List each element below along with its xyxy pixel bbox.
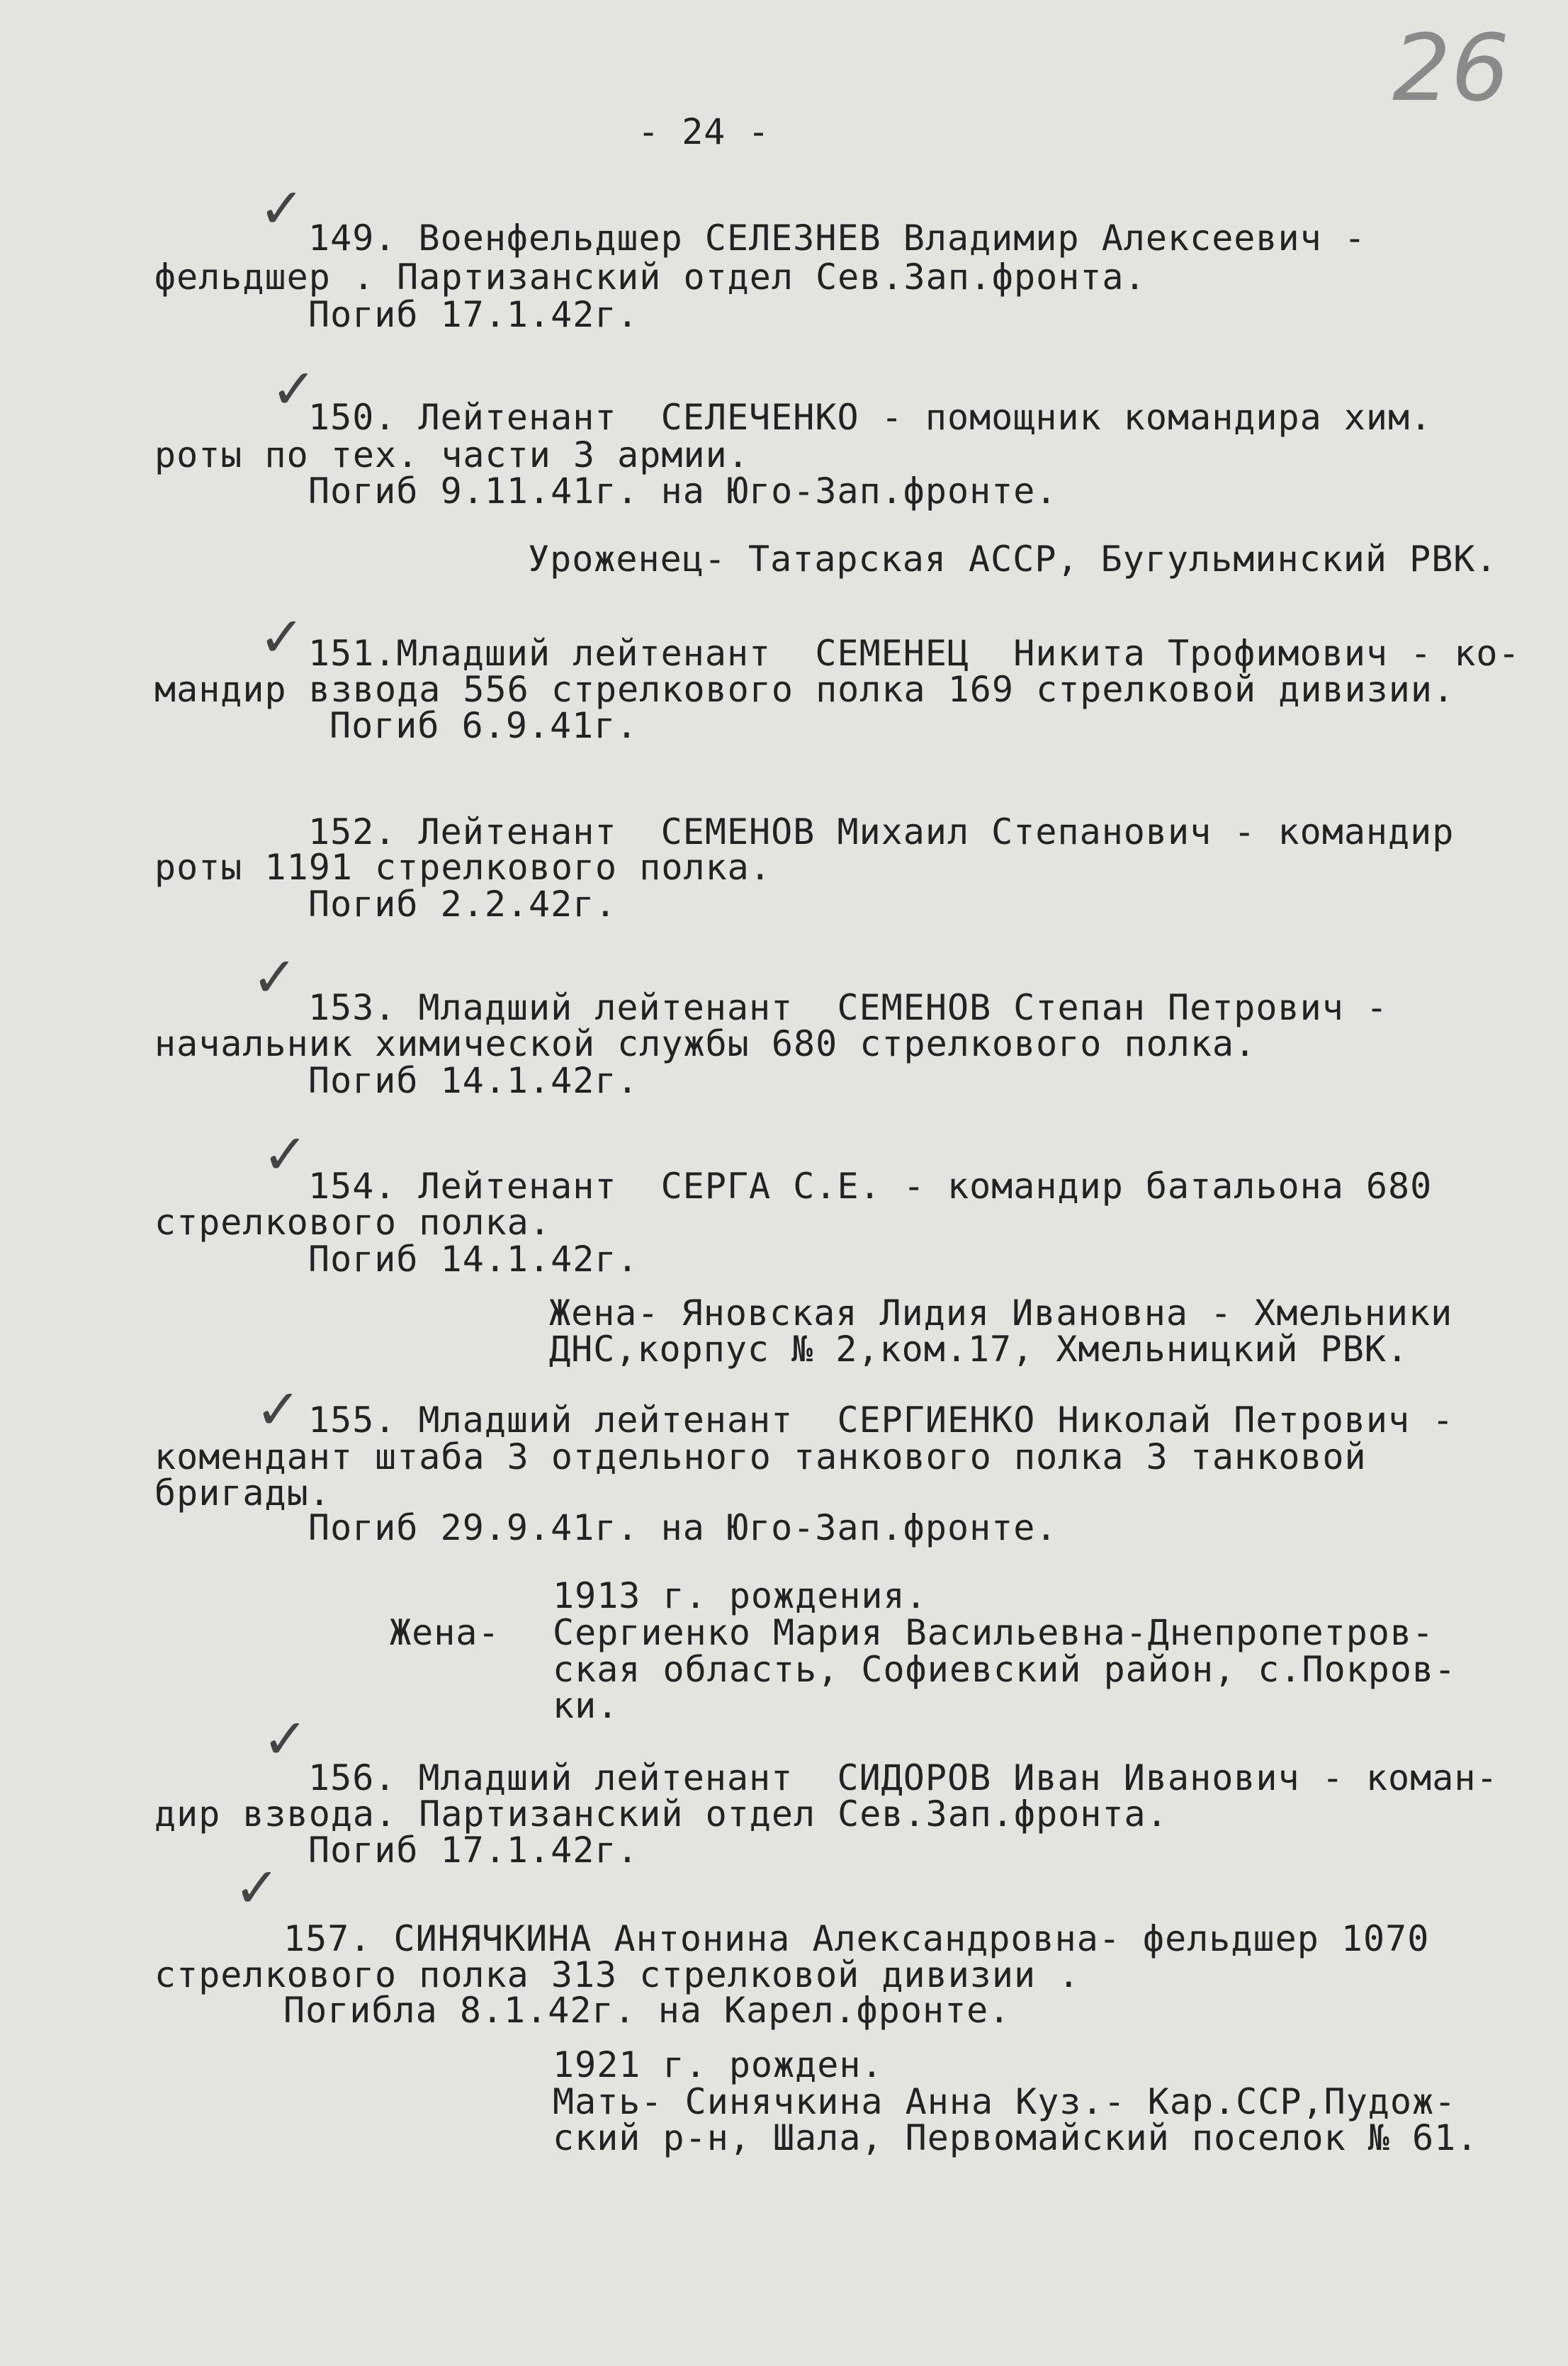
entry-157-line-3: Погибла 8.1.42г. на Карел.фронте.	[283, 1990, 1011, 2031]
check-mark-icon: ✓	[262, 1123, 309, 1187]
entry-155-line-6: Жена-	[390, 1612, 500, 1653]
entry-155-line-5: 1913 г. рождения.	[553, 1575, 927, 1616]
entry-149-line-2: фельдшер . Партизанский отдел Сев.Зап.фронта.	[154, 257, 1146, 298]
entry-155-line-4: Погиб 29.9.41г. на Юго-Зап.фронте.	[308, 1507, 1058, 1548]
check-mark-icon: ✓	[252, 946, 298, 1010]
entry-155-line-3: бригады.	[154, 1472, 331, 1514]
entry-155-line-7: Сергиенко Мария Васильевна-Днепропетров-	[553, 1612, 1435, 1653]
entry-150-line-3: Погиб 9.11.41г. на Юго-Зап.фронте.	[308, 471, 1058, 512]
entry-152-line-3: Погиб 2.2.42г.	[308, 884, 617, 925]
entry-155-line-1: 155. Младший лейтенант СЕРГИЕНКО Николай Петрович -	[308, 1399, 1455, 1441]
entry-153-line-2: начальник химической службы 680 стрелкового полка.	[154, 1023, 1257, 1064]
entry-157-line-5: Мать- Синячкина Анна Куз.- Кар.ССР,Пудож-	[553, 2081, 1457, 2122]
entry-152-line-2: роты 1191 стрелкового полка.	[154, 847, 772, 888]
check-mark-icon: ✓	[262, 1708, 309, 1771]
archive-page-number: 26	[1392, 14, 1510, 122]
check-mark-icon: ✓	[255, 1378, 302, 1442]
entry-155-line-2: комендант штаба 3 отдельного танкового полка 3 танковой	[154, 1436, 1367, 1477]
entry-151-line-1: 151.Младший лейтенант СЕМЕНЕЦ Никита Трофимович - ко-	[308, 633, 1521, 674]
entry-151-line-2: мандир взвода 556 стрелкового полка 169 стрелковой дивизии.	[154, 669, 1455, 710]
entry-157-line-6: ский р-н, Шала, Первомайский поселок № 61.	[553, 2117, 1479, 2158]
check-mark-icon: ✓	[234, 1857, 281, 1920]
entry-157-line-2: стрелкового полка 313 стрелковой дивизии .	[154, 1954, 1081, 1995]
check-mark-icon: ✓	[259, 606, 305, 670]
entry-157-line-1: 157. СИНЯЧКИНА Антонина Александровна- фельдшер 1070	[283, 1918, 1430, 1959]
entry-154-line-3: Погиб 14.1.42г.	[308, 1239, 639, 1280]
entry-151-line-3: Погиб 6.9.41г.	[329, 705, 638, 746]
entry-154-line-5: ДНС,корпус № 2,ком.17, Хмельницкий РВК.	[549, 1329, 1409, 1370]
entry-156-line-3: Погиб 17.1.42г.	[308, 1830, 639, 1871]
entry-155-line-8: ская область, Софиевский район, с.Покров-	[553, 1649, 1457, 1690]
entry-155-line-9: ки.	[553, 1685, 619, 1726]
entry-153-line-3: Погиб 14.1.42г.	[308, 1060, 639, 1101]
page-number: - 24 -	[638, 111, 770, 152]
entry-150-line-1: 150. Лейтенант СЕЛЕЧЕНКО - помощник командира хим.	[308, 397, 1433, 438]
entry-149-line-1: 149. Военфельдшер СЕЛЕЗНЕВ Владимир Алексеевич -	[308, 218, 1366, 259]
entry-150-line-2: роты по тех. части 3 армии.	[154, 434, 750, 475]
entry-156-line-2: дир взвода. Партизанский отдел Сев.Зап.фронта.	[154, 1793, 1168, 1835]
entry-156-line-1: 156. Младший лейтенант СИДОРОВ Иван Иванович - коман-	[308, 1757, 1499, 1798]
entry-157-line-4: 1921 г. рожден.	[553, 2044, 884, 2085]
check-mark-icon: ✓	[259, 177, 305, 241]
entry-149-line-3: Погиб 17.1.42г.	[308, 294, 639, 335]
entry-154-line-4: Жена- Яновская Лидия Ивановна - Хмельники	[549, 1292, 1453, 1334]
entry-152-line-1: 152. Лейтенант СЕМЕНОВ Михаил Степанович - командир	[308, 811, 1455, 852]
entry-150-line-4: Уроженец- Татарская АССР, Бугульминский РВК.	[528, 539, 1498, 580]
entry-153-line-1: 153. Младший лейтенант СЕМЕНОВ Степан Петрович -	[308, 987, 1389, 1028]
check-mark-icon: ✓	[271, 358, 317, 422]
entry-154-line-1: 154. Лейтенант СЕРГА С.Е. - командир батальона 680	[308, 1166, 1433, 1207]
entry-154-line-2: стрелкового полка.	[154, 1202, 551, 1243]
